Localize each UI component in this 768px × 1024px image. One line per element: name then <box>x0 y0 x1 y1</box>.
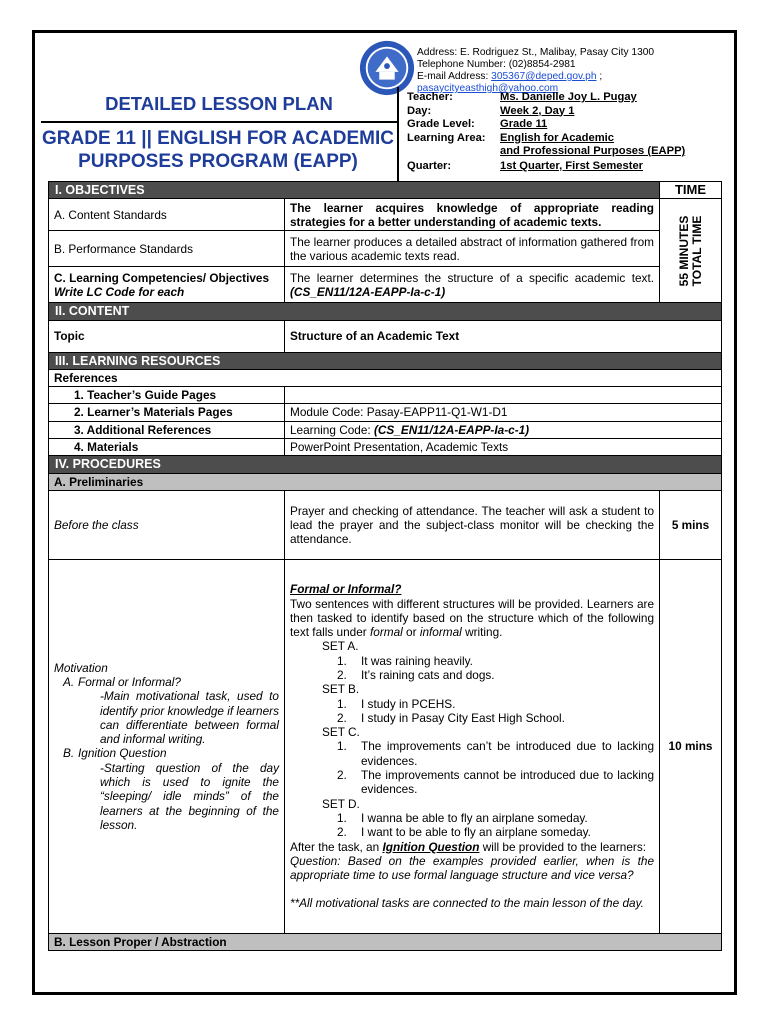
preliminaries-row <box>49 473 722 490</box>
additional-references-value <box>285 421 722 438</box>
motivation-time: 10 mins <box>660 559 722 933</box>
before-class-time: 5 mins <box>660 490 722 559</box>
task-intro <box>290 597 654 640</box>
procedures-heading-row <box>49 456 722 473</box>
learners-materials-row <box>49 404 722 421</box>
item-text: The improvements cannot be introduced due to lacking evidences. <box>361 768 655 797</box>
learners-materials-label: 2. Learner’s Materials Pages <box>49 404 285 421</box>
item-number: 2. <box>337 825 347 840</box>
spacer <box>290 882 654 896</box>
competencies-code: (CS_EN11/12A-EAPP-Ia-c-1) <box>290 284 446 299</box>
content-standards-value: The learner acquires knowledge of appropriate reading strategies for a better understanding of academic texts. <box>285 199 660 231</box>
set-c-item-2 <box>290 768 654 797</box>
before-class-text: Prayer and checking of attendance. The teacher will ask a student to lead the prayer and the subject-class monitor will be checking the attendance. <box>285 490 660 559</box>
materials-value: PowerPoint Presentation, Academic Texts <box>285 439 722 456</box>
lesson-proper-row <box>49 933 722 950</box>
motivation-item-b <box>54 746 279 760</box>
content-heading: II. CONTENT <box>49 303 722 320</box>
competencies-label: C. Learning Competencies/ Objectives <box>54 270 270 285</box>
item-number: 2. <box>337 710 347 725</box>
resources-heading-row <box>49 352 722 369</box>
set-b-item-2 <box>290 711 654 725</box>
address-line: Address: E. Rodriguez St., Malibay, Pasay City 1300 <box>417 47 655 58</box>
content-standards-row <box>49 199 722 231</box>
task-intro-or: or <box>402 625 420 640</box>
item-number: 1. <box>337 696 347 711</box>
task-intro-formal: formal <box>370 625 403 640</box>
lesson-info-table <box>407 91 685 173</box>
learning-area-label: Learning Area: <box>407 131 486 144</box>
learning-area-line-1: English for Academic <box>500 131 614 144</box>
task-intro-end: writing. <box>461 625 503 640</box>
set-d-item-2 <box>290 825 654 839</box>
subject-title-line-2: PURPOSES PROGRAM (EAPP) <box>78 151 358 172</box>
learning-code: (CS_EN11/12A-EAPP-Ia-c-1) <box>373 422 530 437</box>
set-a-item-2 <box>290 668 654 682</box>
lesson-plan-page <box>32 30 737 995</box>
topic-row <box>49 320 722 352</box>
competencies-row <box>49 267 722 303</box>
references-row <box>49 369 722 386</box>
teachers-guide-value <box>285 387 722 404</box>
set-a-item-1 <box>290 654 654 668</box>
motivation-item-a <box>54 675 279 689</box>
grade-label: Grade Level: <box>407 118 475 130</box>
item-text: The improvements can’t be introduced due to lacking evidences. <box>361 739 655 768</box>
set-d-item-1 <box>290 811 654 825</box>
item-number: 2. <box>337 667 347 682</box>
content-heading-row <box>49 303 722 320</box>
item-text: I want to be able to fly an airplane someday. <box>361 825 591 840</box>
set-a-label: SET A. <box>322 639 359 654</box>
subject-title-line-1: GRADE 11 || ENGLISH FOR ACADEMIC <box>42 128 394 149</box>
item-b-title: Ignition Question <box>78 746 167 761</box>
topic-label: Topic <box>49 320 285 352</box>
item-text: I study in PCEHS. <box>361 696 456 711</box>
item-number: 1. <box>337 739 347 754</box>
task-intro-text: Two sentences with different structures will be provided. Learners are then tasked to identify based on the structure which of the following text falls under <box>290 596 655 640</box>
lesson-proper-heading: B. Lesson Proper / Abstraction <box>49 933 722 950</box>
day-value: Week 2, Day 1 <box>500 104 575 117</box>
after-task-text-end: will be provided to the learners: <box>479 839 647 854</box>
set-d-label: SET D. <box>322 796 360 811</box>
item-a-description: -Main motivational task, used to identify prior knowledge if learners can differentiate between formal and informal writing. <box>100 689 280 747</box>
item-number: 2. <box>337 768 347 783</box>
motivation-row <box>49 559 722 933</box>
materials-row <box>49 439 722 456</box>
item-number: 1. <box>337 653 347 668</box>
teachers-guide-label: 1. Teacher’s Guide Pages <box>49 387 285 404</box>
total-time-label: TOTAL TIME <box>689 215 704 287</box>
task-intro-informal: informal <box>419 625 462 640</box>
title-box <box>38 87 398 182</box>
total-time-minutes: 55 MINUTES <box>676 215 691 287</box>
ignition-question: Question: Based on the examples provided earlier, when is the appropriate time to use formal language structure and vice versa? <box>290 853 655 883</box>
item-text: I wanna be able to fly an airplane someday. <box>361 810 588 825</box>
references-label: References <box>49 369 722 386</box>
email-label: E-mail Address: <box>417 71 492 82</box>
motivation-activity-cell <box>285 559 660 933</box>
learning-area-value <box>500 132 685 159</box>
email-separator: ; <box>596 71 603 82</box>
day-label: Day: <box>407 104 432 117</box>
resources-heading: III. LEARNING RESOURCES <box>49 352 722 369</box>
additional-references-label: 3. Additional References <box>49 421 285 438</box>
ignition-question-term: Ignition Question <box>382 839 480 854</box>
learners-materials-value: Module Code: Pasay-EAPP11-Q1-W1-D1 <box>285 404 722 421</box>
document-title: DETAILED LESSON PLAN <box>41 93 397 123</box>
motivation-label: Motivation <box>54 660 108 675</box>
teachers-guide-row <box>49 387 722 404</box>
learning-area-line-2: and Professional Purposes (EAPP) <box>500 145 686 157</box>
motivation-description-cell <box>49 559 285 933</box>
content-standards-label: A. Content Standards <box>49 199 285 231</box>
learning-code-prefix: Learning Code: <box>290 422 374 437</box>
motivation-note: **All motivational tasks are connected to the main lesson of the day. <box>290 896 644 911</box>
email-link-deped[interactable]: 305367@deped.gov.ph <box>491 71 597 82</box>
item-text: It was raining heavily. <box>361 653 473 668</box>
header-divider <box>397 87 399 181</box>
objectives-heading-row <box>49 182 722 199</box>
competencies-value-cell <box>285 267 660 303</box>
performance-standards-row <box>49 231 722 267</box>
competencies-label-cell <box>49 267 285 303</box>
performance-standards-value: The learner produces a detailed abstract of information gathered from the various academic texts read. <box>285 231 660 267</box>
item-b-description: -Starting question of the day which is used to ignite the “sleeping/ idle minds” of the learners at the beginning of the lesson. <box>100 760 279 832</box>
teacher-value: Ms. Danielle Joy L. Pugay <box>500 91 637 103</box>
competencies-sublabel: Write LC Code for each <box>54 284 185 299</box>
email-link-yahoo[interactable]: pasaycityeasthigh@yahoo.com <box>417 83 559 94</box>
grade-value: Grade 11 <box>500 118 548 130</box>
objectives-heading: I. OBJECTIVES <box>49 182 660 199</box>
telephone-line: Telephone Number: (02)8854-2981 <box>417 59 576 70</box>
materials-label: 4. Materials <box>49 439 285 456</box>
after-task-text: After the task, an <box>290 839 383 854</box>
item-number: 1. <box>337 810 347 825</box>
item-b-key: B. <box>63 746 75 761</box>
item-text: It’s raining cats and dogs. <box>361 667 495 682</box>
before-class-label: Before the class <box>49 490 285 559</box>
teacher-label: Teacher: <box>407 91 453 103</box>
item-a-key: A. <box>63 674 75 689</box>
document-header <box>35 33 734 181</box>
school-address-block <box>417 47 737 95</box>
item-a-title: Formal or Informal? <box>78 674 181 689</box>
procedures-heading: IV. PROCEDURES <box>49 456 722 473</box>
subject-title <box>38 127 398 173</box>
set-b-label: SET B. <box>322 682 360 697</box>
set-c-label: SET C. <box>322 725 360 740</box>
quarter-value: 1st Quarter, First Semester <box>500 159 644 172</box>
task-title: Formal or Informal? <box>290 582 402 597</box>
performance-standards-label: B. Performance Standards <box>49 231 285 267</box>
total-time <box>678 215 704 286</box>
time-heading: TIME <box>660 182 722 199</box>
lesson-plan-table <box>48 181 722 951</box>
before-class-row <box>49 490 722 559</box>
set-c-item-1 <box>290 739 654 768</box>
additional-references-row <box>49 421 722 438</box>
set-b-item-1 <box>290 697 654 711</box>
motivation-description <box>54 661 279 833</box>
after-task-line <box>290 840 654 854</box>
total-time-cell <box>660 199 722 303</box>
item-text: I study in Pasay City East High School. <box>361 710 565 725</box>
preliminaries-heading: A. Preliminaries <box>49 473 722 490</box>
quarter-label: Quarter: <box>407 159 452 172</box>
competencies-value: The learner determines the structure of a specific academic text. <box>290 270 655 285</box>
topic-value: Structure of an Academic Text <box>285 320 722 352</box>
